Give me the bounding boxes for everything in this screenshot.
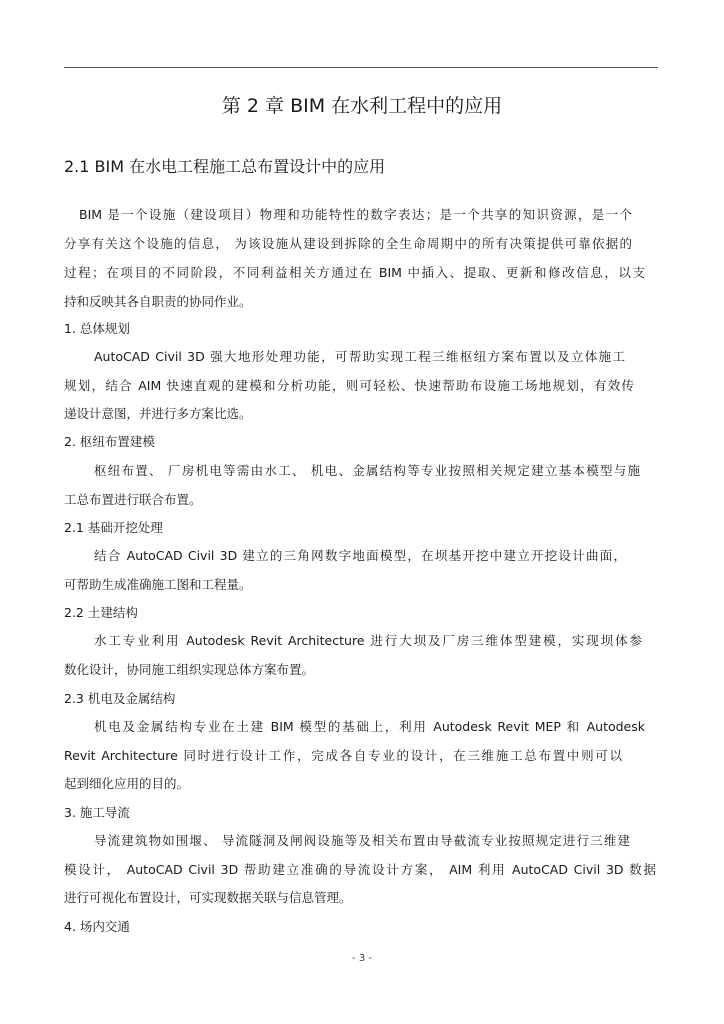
paragraph-line: 持和反映其各自职责的协同作业。 (64, 294, 252, 309)
paragraph-line: 分享有关这个设施的信息， 为该设施从建设到拆除的全生命周期中的所有决策提供可靠依据的 (64, 236, 632, 251)
paragraph-line: 枢纽布置、 厂房机电等需由水工、 机电、金属结构等专业按照相关规定建立基本模型与施 (94, 463, 640, 478)
page-number: - 3 - (352, 953, 372, 964)
paragraph-line: 过程；在项目的不同阶段，不同利益相关方通过在 BIM 中插入、提取、更新和修改信息，以支 (64, 265, 645, 280)
paragraph-line: 导流建筑物如围堰、 导流隧洞及闸阀设施等及相关布置由导截流专业按照规定进行三维建 (94, 833, 630, 848)
paragraph-line: BIM 是一个设施（建设项目）物理和功能特性的数字表达；是一个共享的知识资源，是一个 (79, 207, 632, 222)
section-title: 2.1 BIM 在水电工程施工总布置设计中的应用 (64, 157, 386, 176)
paragraph-line: 进行可视化布置设计，可实现数据关联与信息管理。 (64, 890, 352, 905)
subsection-heading: 2.3 机电及金属结构 (64, 691, 176, 706)
paragraph-line: 规划，结合 AIM 快速直观的建模和分析功能，则可轻松、快速帮助布设施工场地规划，有效传 (64, 378, 634, 393)
subsection-heading: 2.2 土建结构 (64, 605, 138, 620)
subsection-heading: 2.1 基础开挖处理 (64, 520, 163, 535)
paragraph-line: AutoCAD Civil 3D 强大地形处理功能，可帮助实现工程三维枢纽方案布置以及立体施工 (94, 349, 625, 364)
paragraph-line: 起到细化应用的目的。 (64, 776, 190, 791)
list-heading: 3. 施工导流 (64, 805, 130, 820)
paragraph-line: 递设计意图，并进行多方案比选。 (64, 406, 252, 421)
paragraph-line: 模设计， AutoCAD Civil 3D 帮助建立准确的导流设计方案， AIM 利用 AutoCAD Civil 3D 数据 (64, 862, 656, 877)
paragraph-line: Revit Architecture 同时进行设计工作，完成各自专业的设计，在三维施工总布置中则可以 (64, 748, 622, 763)
list-heading: 4. 场内交通 (64, 919, 130, 934)
paragraph-line: 可帮助生成准确施工图和工程量。 (64, 577, 252, 592)
list-heading: 2. 枢纽布置建模 (64, 434, 155, 449)
paragraph-line: 工总布置进行联合布置。 (64, 492, 202, 507)
paragraph-line: 机电及金属结构专业在土建 BIM 模型的基础上，利用 Autodesk Revit MEP 和 Autodesk (94, 719, 645, 734)
paragraph-line: 水工专业利用 Autodesk Revit Architecture 进行大坝及厂房三维体型建模，实现坝体参 (94, 633, 642, 648)
header-rule (64, 67, 658, 68)
paragraph-line: 结合 AutoCAD Civil 3D 建立的三角网数字地面模型，在坝基开挖中建立开挖设计曲面， (94, 548, 626, 563)
chapter-title: 第 2 章 BIM 在水利工程中的应用 (221, 95, 503, 117)
paragraph-line: 数化设计，协同施工组织实现总体方案布置。 (64, 662, 315, 677)
list-heading: 1. 总体规划 (64, 321, 130, 336)
